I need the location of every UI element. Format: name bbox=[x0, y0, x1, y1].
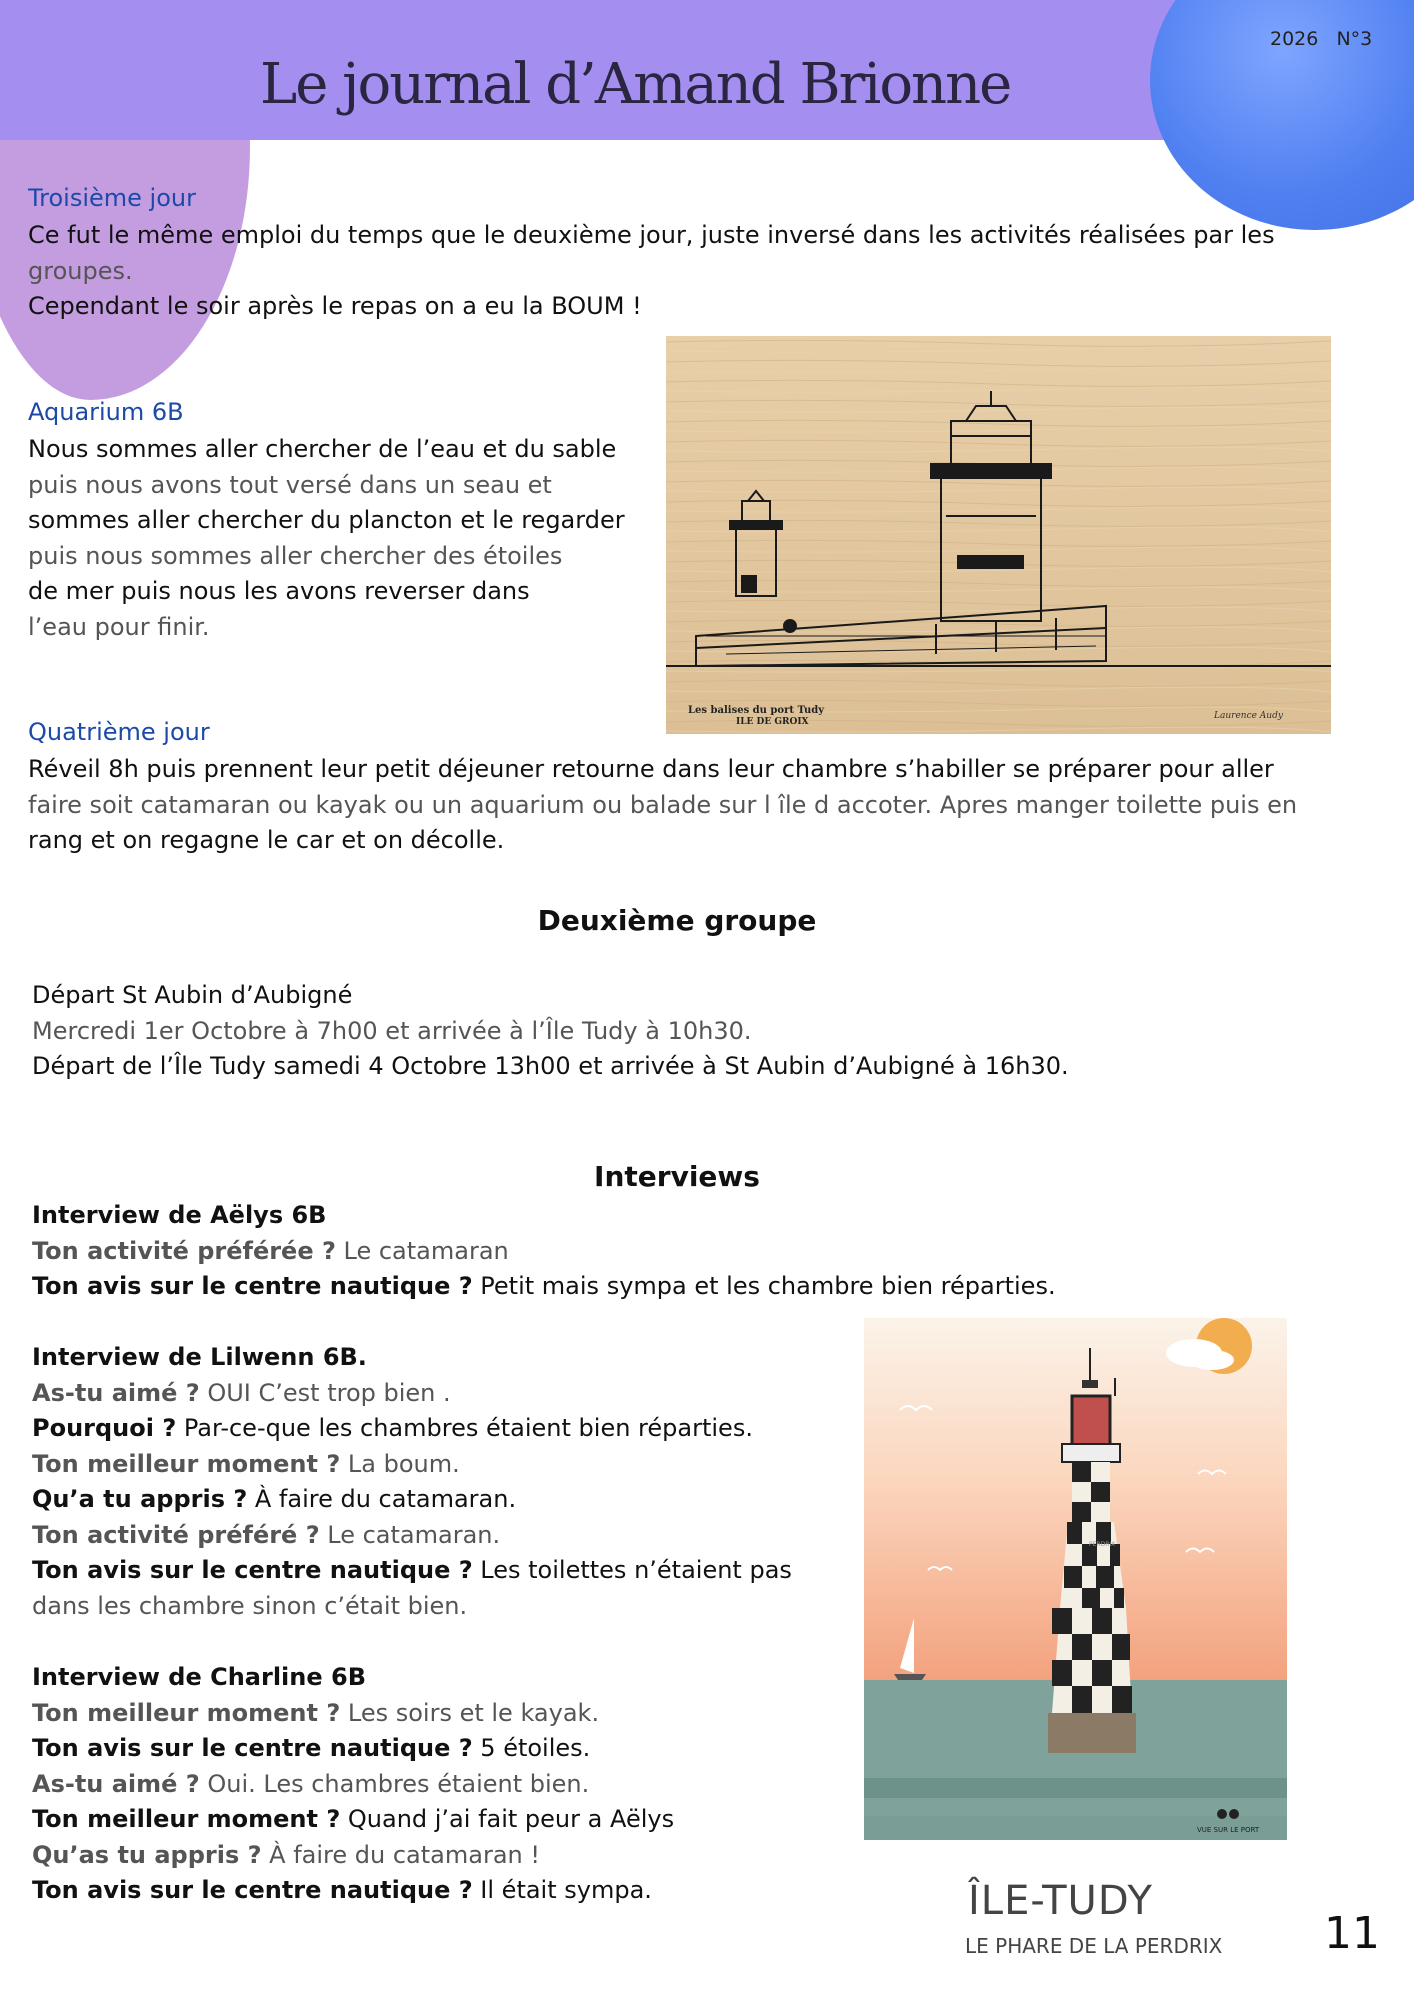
text-line: faire soit catamaran ou kayak ou un aquarium ou balade sur l île d accoter. Apres manger toilette puis en bbox=[28, 790, 1298, 819]
interview-title: Interview de Charline 6B bbox=[32, 1663, 366, 1691]
interview-title: Interview de Lilwenn 6B. bbox=[32, 1343, 367, 1371]
answer: Par-ce-que les chambres étaient bien réparties. bbox=[176, 1414, 753, 1442]
answer: Petit mais sympa et les chambre bien réparties. bbox=[472, 1272, 1056, 1300]
journal-title: Le journal d’Amand Brionne bbox=[260, 52, 1011, 117]
heading-interviews: Interviews bbox=[594, 1160, 760, 1193]
answer: Oui. Les chambres étaient bien. bbox=[199, 1769, 590, 1798]
day3-text bbox=[28, 218, 1275, 325]
question: Qu’a tu appris ? bbox=[32, 1485, 248, 1513]
text-line: groupes. bbox=[28, 256, 133, 285]
text-line: l’eau pour finir. bbox=[28, 612, 210, 641]
interview-charline bbox=[32, 1660, 674, 1909]
qa-line bbox=[32, 1731, 674, 1767]
question: As-tu aimé ? bbox=[32, 1769, 200, 1798]
answer: Quand j’ai fait peur a Aëlys bbox=[340, 1805, 675, 1833]
poster-drawing bbox=[864, 1318, 1287, 1840]
answer: OUI C’est trop bien . bbox=[199, 1378, 451, 1407]
qa-line bbox=[32, 1553, 792, 1589]
aquarium-text bbox=[28, 432, 625, 645]
interview-lilwenn bbox=[32, 1340, 792, 1624]
qa-line bbox=[32, 1269, 1056, 1305]
text-line: Mercredi 1er Octobre à 7h00 et arrivée à l’Île Tudy à 10h30. bbox=[32, 1016, 752, 1045]
sketch-drawing bbox=[666, 336, 1331, 734]
answer: 5 étoiles. bbox=[472, 1734, 591, 1762]
qa-line bbox=[32, 1376, 792, 1412]
question: Pourquoi ? bbox=[32, 1414, 177, 1442]
question: As-tu aimé ? bbox=[32, 1378, 200, 1407]
text-line: Ce fut le même emploi du temps que le deuxième jour, juste inversé dans les activités réalisées par les bbox=[28, 221, 1275, 249]
sketch-caption-line2: ILE DE GROIX bbox=[736, 717, 809, 727]
answer: Les soirs et le kayak. bbox=[340, 1698, 600, 1727]
answer: À faire du catamaran. bbox=[247, 1485, 517, 1513]
interview-title: Interview de Aëlys 6B bbox=[32, 1201, 327, 1229]
section-heading-day4: Quatrième jour bbox=[28, 718, 210, 746]
text-line: puis nous avons tout versé dans un seau et bbox=[28, 470, 552, 499]
text-line: sommes aller chercher du plancton et le regarder bbox=[28, 506, 625, 534]
poster-tower-text: PERDRIX bbox=[1089, 1541, 1116, 1548]
question: Ton activité préférée ? bbox=[32, 1236, 336, 1265]
text-line: de mer puis nous les avons reverser dans bbox=[28, 577, 530, 605]
question: Ton activité préféré ? bbox=[32, 1520, 320, 1549]
day4-text bbox=[28, 752, 1297, 859]
group2-text bbox=[32, 978, 1069, 1085]
question: Ton avis sur le centre nautique ? bbox=[32, 1272, 473, 1300]
qa-line bbox=[32, 1696, 674, 1732]
sketch-caption-line1: Les balises du port Tudy bbox=[688, 705, 825, 716]
answer: Les toilettes n’étaient pas bbox=[472, 1556, 792, 1584]
text-line: Nous sommes aller chercher de l’eau et du sable bbox=[28, 435, 617, 463]
answer: À faire du catamaran ! bbox=[261, 1840, 540, 1869]
poster-caption-title: ÎLE-TUDY bbox=[968, 1878, 1153, 1924]
question: Ton avis sur le centre nautique ? bbox=[32, 1876, 473, 1904]
question: Qu’as tu appris ? bbox=[32, 1840, 262, 1869]
qa-line bbox=[32, 1482, 792, 1518]
qa-line bbox=[32, 1873, 674, 1909]
text-line: Réveil 8h puis prennent leur petit déjeuner retourne dans leur chambre s’habiller se préparer pour aller bbox=[28, 755, 1274, 783]
text-line: Départ St Aubin d’Aubigné bbox=[32, 981, 353, 1009]
poster-caption-subtitle: LE PHARE DE LA PERDRIX bbox=[965, 1934, 1223, 1958]
qa-line bbox=[32, 1518, 792, 1554]
text-line: rang et on regagne le car et on décolle. bbox=[28, 826, 505, 854]
question: Ton meilleur moment ? bbox=[32, 1449, 341, 1478]
interview-aelys bbox=[32, 1198, 1056, 1305]
qa-line bbox=[32, 1234, 1056, 1270]
answer: Le catamaran. bbox=[319, 1520, 501, 1549]
poster-watermark: VUE SUR LE PORT bbox=[1197, 1826, 1260, 1834]
heading-second-group: Deuxième groupe bbox=[537, 904, 817, 937]
lighthouse-poster-image bbox=[864, 1318, 1287, 1840]
question: Ton avis sur le centre nautique ? bbox=[32, 1556, 473, 1584]
issue-number: 2026 N°3 bbox=[1270, 28, 1373, 50]
qa-line bbox=[32, 1802, 674, 1838]
question: Ton meilleur moment ? bbox=[32, 1698, 341, 1727]
section-heading-day3: Troisième jour bbox=[28, 184, 196, 212]
qa-line bbox=[32, 1411, 792, 1447]
answer: Le catamaran bbox=[335, 1236, 509, 1265]
lighthouse-sketch-image bbox=[666, 336, 1331, 734]
sketch-signature: Laurence Audy bbox=[1214, 711, 1283, 721]
qa-line bbox=[32, 1767, 674, 1803]
section-heading-aquarium: Aquarium 6B bbox=[28, 398, 184, 426]
answer-continuation: dans les chambre sinon c’était bien. bbox=[32, 1591, 468, 1620]
question: Ton meilleur moment ? bbox=[32, 1805, 341, 1833]
text-line: Départ de l’Île Tudy samedi 4 Octobre 13h00 et arrivée à St Aubin d’Aubigné à 16h30. bbox=[32, 1052, 1069, 1080]
question: Ton avis sur le centre nautique ? bbox=[32, 1734, 473, 1762]
text-line: puis nous sommes aller chercher des étoiles bbox=[28, 541, 563, 570]
answer: Il était sympa. bbox=[472, 1876, 652, 1904]
text-line: Cependant le soir après le repas on a eu la BOUM ! bbox=[28, 292, 642, 320]
answer: La boum. bbox=[340, 1449, 460, 1478]
page-number: 11 bbox=[1324, 1908, 1380, 1959]
qa-line bbox=[32, 1447, 792, 1483]
qa-line bbox=[32, 1838, 674, 1874]
